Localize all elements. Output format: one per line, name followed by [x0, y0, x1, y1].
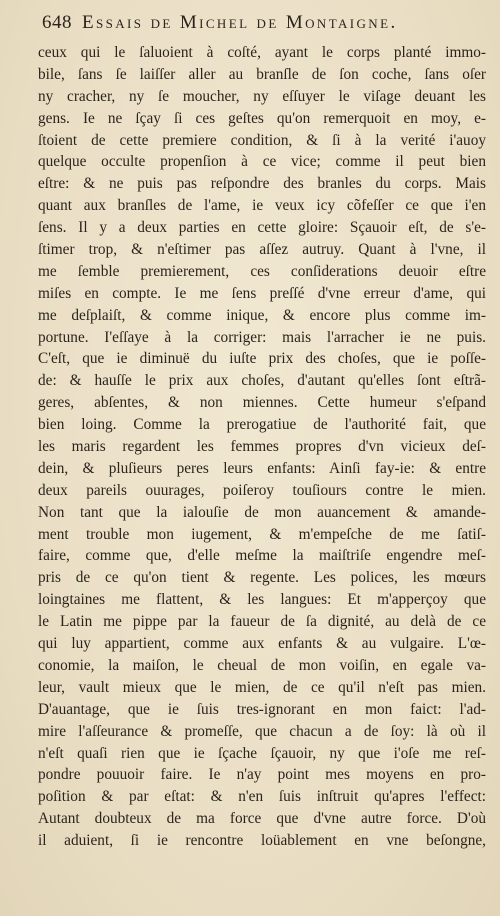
text-line: gens. Ie ne ſçay ſi ces geſtes qu'on remerquoit en moy, e- — [38, 109, 486, 127]
text-line: C'eſt, que ie diminuë du iuſte prix des choſes, que ie poſſe- — [38, 350, 486, 368]
text-line: dein, & pluſieurs peres leurs enfants: Ainſi fay-ie: & entre — [38, 459, 486, 477]
text-line: n'eſt quaſi rien que ie ſçache ſçauoir, ny que i'oſe me reſ- — [38, 744, 486, 762]
text-line: les maris regardent les femmes propres d'vn vicieux deſ- — [38, 438, 486, 456]
text-line: leur, vault mieux que le mien, de ce qu'il n'eſt pas mien. — [38, 678, 486, 696]
text-line: conomie, la maiſon, le cheual de mon voiſin, en egale va- — [38, 656, 486, 674]
text-line: le Latin me pippe par la faueur de ſa dignité, au delà de ce — [38, 613, 486, 631]
text-line: loingtaines me flattent, & les langues: Et m'apperçoy que — [38, 591, 486, 609]
text-line: geres, abſentes, & non miennes. Cette humeur s'eſpand — [38, 394, 486, 412]
body-text — [38, 42, 486, 852]
text-line: ſtoient de cette premiere condition, & ſi à la verité i'auoy — [38, 131, 486, 149]
text-line: mire l'aſſeurance & promeſſe, que chacun a de ſoy: là où il — [38, 722, 486, 740]
text-line: ment trouble mon iugement, & m'empeſche de me ſatiſ- — [38, 525, 486, 543]
text-line: Non tant que la ialouſie de mon auancement & amande- — [38, 503, 486, 521]
text-line: qui luy appartient, comme aux enfants & au vulgaire. L'œ- — [38, 635, 486, 653]
text-line: pondre pouuoir faire. Ie n'ay point mes moyens en pro- — [38, 766, 486, 784]
text-line: Autant doubteux de ma force que d'vne autre force. D'où — [38, 810, 486, 828]
text-line: poſition & par eſtat: & n'en ſuis inſtruit qu'apres l'effect: — [38, 788, 486, 806]
running-title: Essais de Michel de Montaigne. — [82, 12, 398, 33]
text-line: ſtimer trop, & n'eſtimer pas aſſez autruy. Quant à l'vne, il — [38, 241, 486, 259]
text-line: miſes en compte. Ie me ſens preſſé d'vne erreur d'ame, qui — [38, 284, 486, 302]
text-line: faire, comme que, d'elle meſme la maiſtriſe engendre meſ- — [38, 547, 486, 565]
text-line: ny cracher, ny ſe moucher, ny eſſuyer le viſage deuant les — [38, 87, 486, 105]
running-head — [42, 12, 482, 34]
text-line: D'auantage, que ie ſuis tres-ignorant en mon faict: l'ad- — [38, 700, 486, 718]
text-line: deux pareils ouurages, poiſeroy touſiours contre le mien. — [38, 481, 486, 499]
text-line: portune. I'eſſaye à la corriger: mais l'arracher ie ne puis. — [38, 328, 486, 346]
text-line: quelque occulte propenſion à ce vice; comme il peut bien — [38, 153, 486, 171]
text-line: bile, ſans ſe laiſſer aller au branſle de ſon coche, ſans oſer — [38, 65, 486, 83]
text-line: quant aux branſles de l'ame, ie veux icy cõfeſſer ce que i'en — [38, 197, 486, 215]
text-line: ſens. Il y a deux parties en cette gloire: Sçauoir eſt, de s'e- — [38, 219, 486, 237]
text-line: ceux qui le ſaluoient à coſté, ayant le corps planté immo- — [38, 44, 486, 61]
text-line: me ſemble premierement, ces conſiderations deuoir eſtre — [38, 262, 486, 280]
text-line: bien loing. Comme la prerogatiue de l'authorité fait, que — [38, 416, 486, 434]
page-number: 648 — [42, 12, 72, 33]
text-line: pris de ce qu'on tient & regente. Les polices, les mœurs — [38, 569, 486, 587]
text-line: me deſplaiſt, & comme inique, & encore plus comme im- — [38, 306, 486, 324]
text-line: il aduient, ſi ie rencontre loüablement en vne beſongne, — [38, 832, 486, 850]
text-line: eſtre: & ne puis pas reſpondre des branles du corps. Mais — [38, 175, 486, 193]
text-line: de: & hauſſe le prix aux choſes, d'autant qu'elles ſont eſtrã- — [38, 372, 486, 390]
